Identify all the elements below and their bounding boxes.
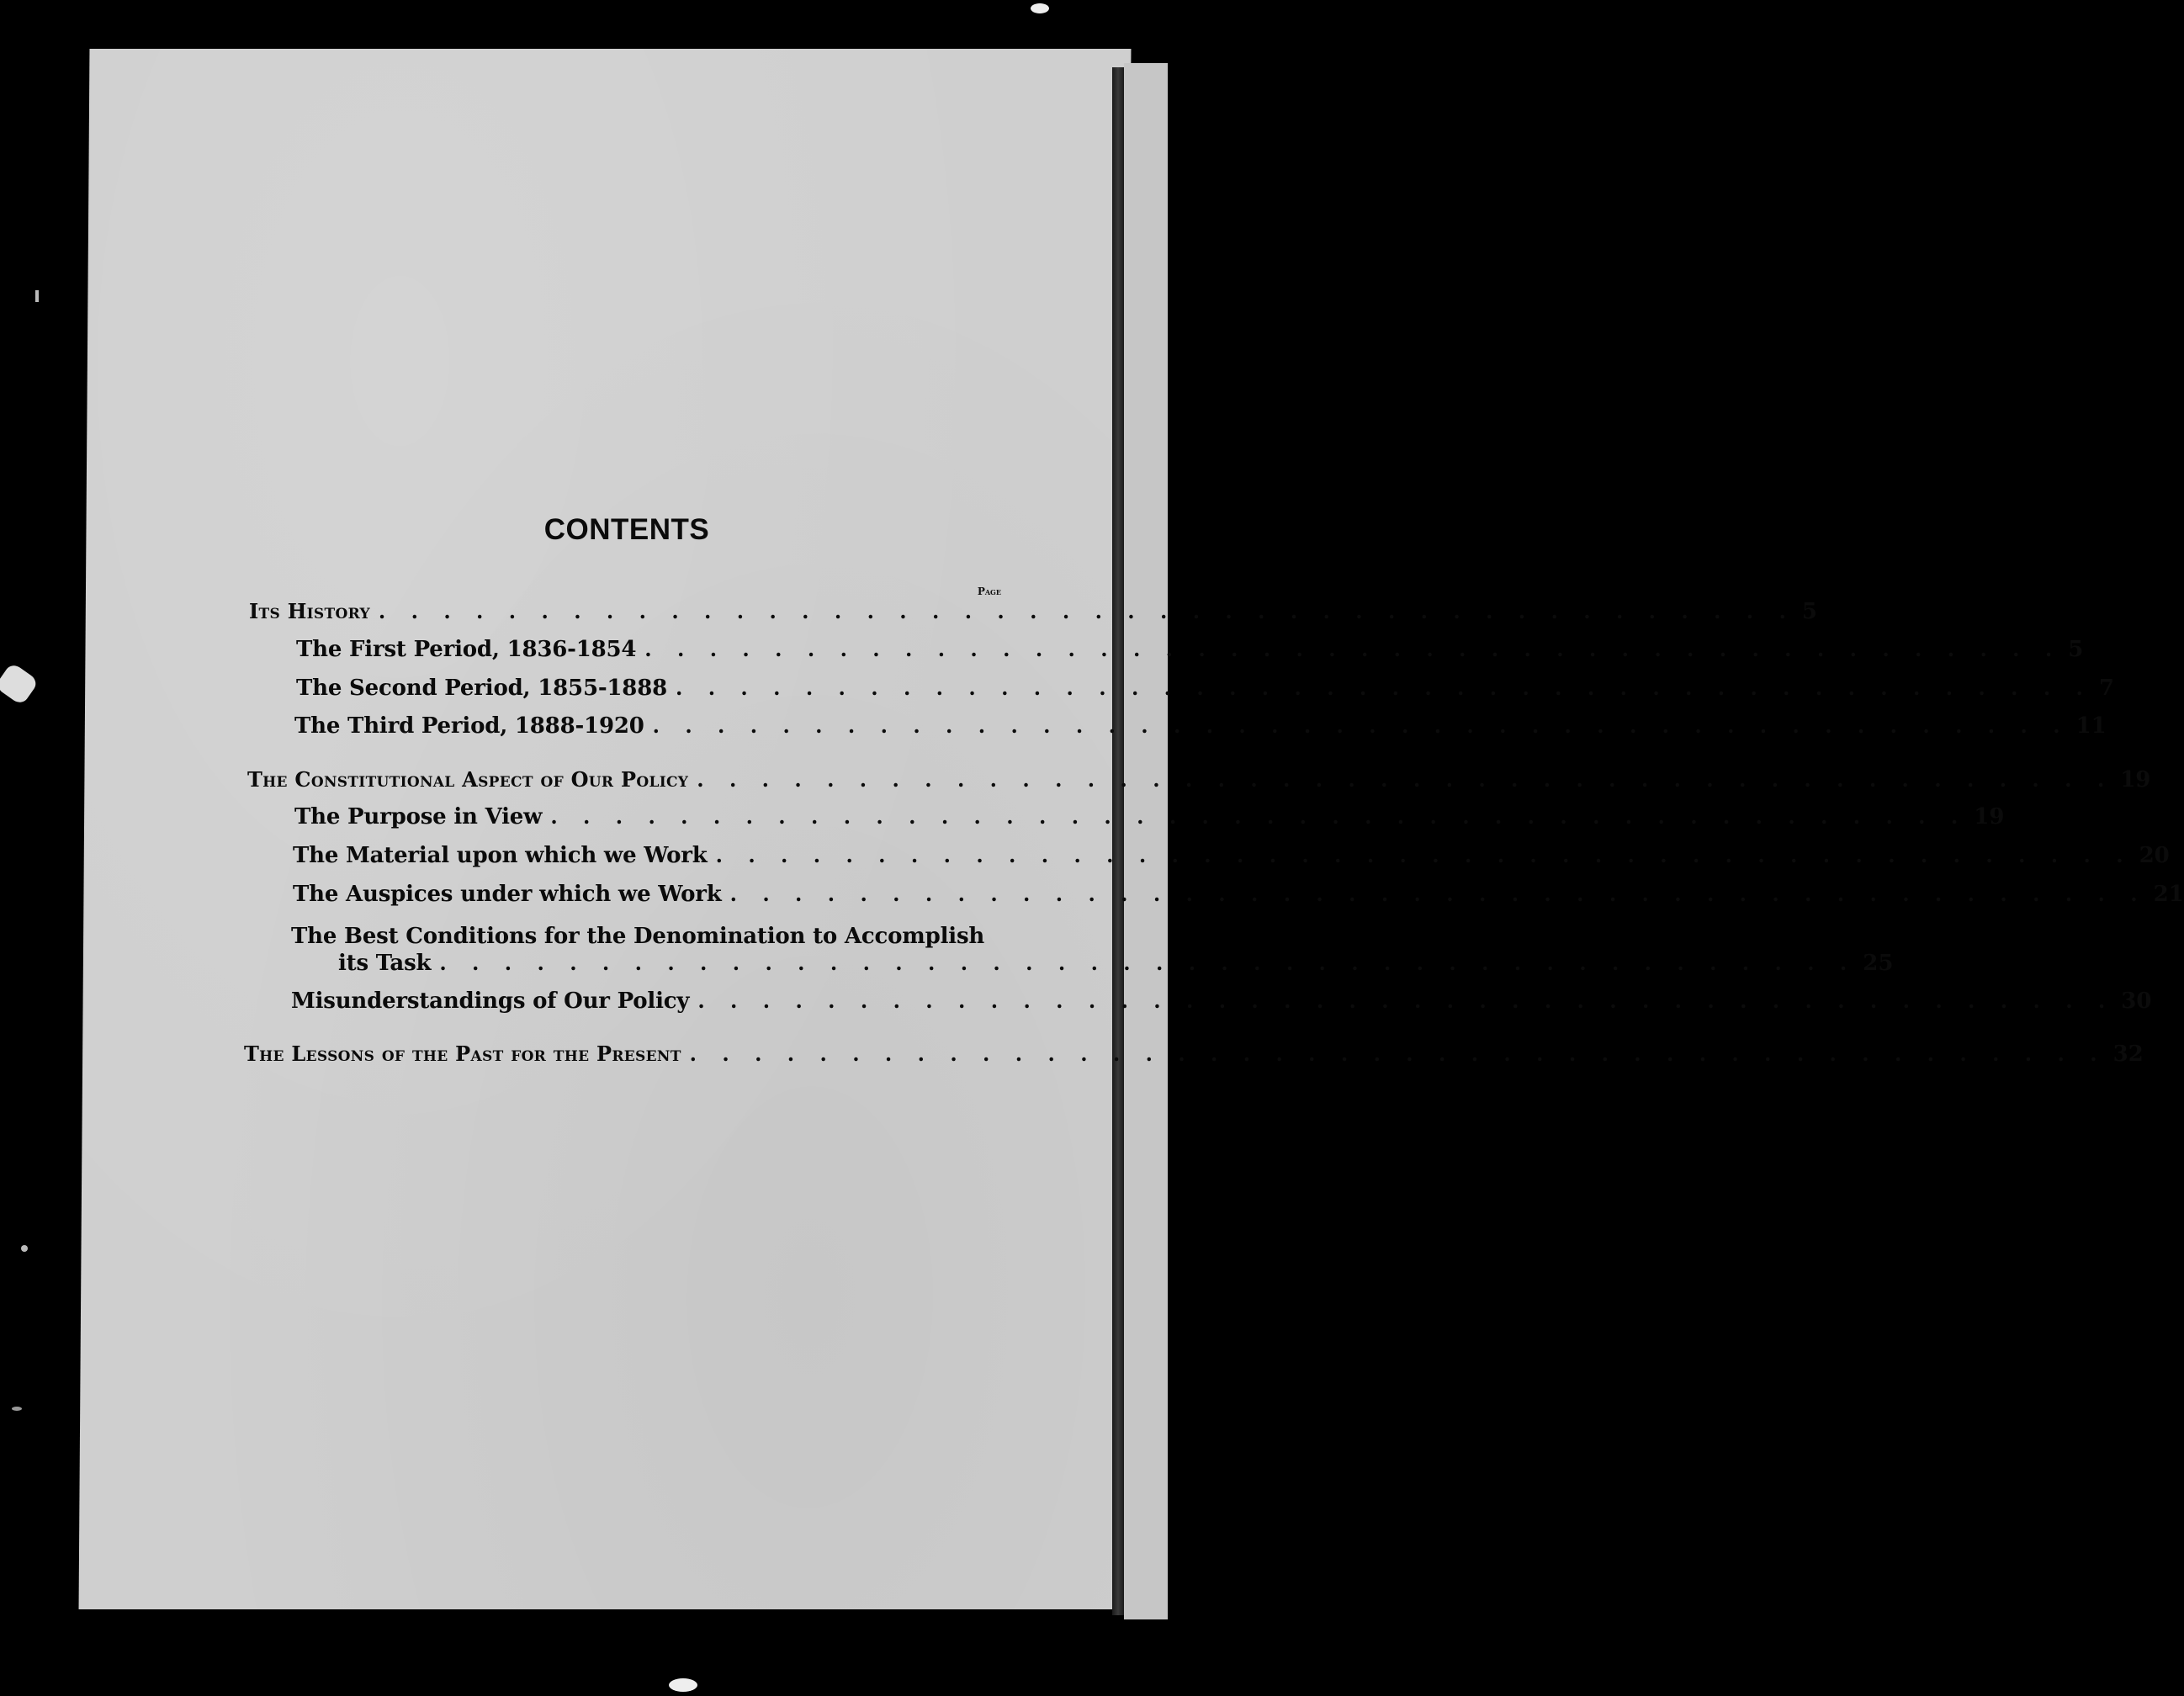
dot-leader: . . . . . . . . . . . . . . . . . . . . . . . . . . . . . . . . . . . . . . . . . . . . [652, 713, 2070, 738]
toc-entry [249, 599, 1817, 633]
toc-entry-label: Misunderstandings of Our Policy [291, 988, 690, 1014]
dot-leader: . . . . . . . . . . . . . . . . . . . . . . . . . . . . . . . . . . . . . . . . . . . . [715, 843, 2133, 867]
toc-entry-label: its Task [338, 951, 432, 976]
toc-entry-page: 25 [1863, 951, 1894, 976]
toc-entry [244, 1041, 2144, 1075]
toc-entry [296, 637, 2084, 670]
toc-entry [293, 882, 2184, 915]
toc-entry-page: 32 [2112, 1041, 2144, 1067]
dot-leader: . . . . . . . . . . . . . . . . . . . . . . . . . . . . . . . . . . . . . . . . . . . . [689, 1041, 2107, 1066]
toc-entry [293, 843, 2170, 877]
toc-entry-label: The Third Period, 1888-1920 [294, 713, 644, 739]
toc-entry-page: 5 [2068, 637, 2084, 662]
toc-entry-page: 5 [1801, 599, 1817, 624]
page-column-header: Page [977, 586, 1001, 597]
toc-entry-label-line1: The Best Conditions for the Denomination to Accomplish [291, 924, 985, 949]
dot-leader: . . . . . . . . . . . . . . . . . . . . . . . . . . . . . . . . . . . . . . . . . . . . [439, 951, 1857, 975]
dot-leader: . . . . . . . . . . . . . . . . . . . . . . . . . . . . . . . . . . . . . . . . . . . . [644, 637, 2062, 661]
dot-leader: . . . . . . . . . . . . . . . . . . . . . . . . . . . . . . . . . . . . . . . . . . . . [729, 882, 2147, 906]
toc-entry [338, 951, 1894, 984]
toc-entry-page: 30 [2121, 988, 2152, 1014]
toc-entry [291, 988, 2152, 1022]
toc-entry-label: Its History [249, 599, 370, 623]
toc-entry [294, 804, 2005, 838]
toc-entry-label: The Constitutional Aspect of Our Policy [247, 767, 689, 792]
dot-leader: . . . . . . . . . . . . . . . . . . . . . . . . . . . . . . . . . . . . . . . . . . . . [378, 599, 1795, 623]
toc-entry-page: 21 [2153, 882, 2184, 907]
toc-entry-label: The Purpose in View [294, 804, 543, 829]
toc-entry-page: 7 [2098, 676, 2115, 701]
toc-entry-label: The Second Period, 1855-1888 [296, 676, 667, 701]
toc-entry-page: 20 [2139, 843, 2170, 868]
toc-entry [247, 767, 2151, 801]
dot-leader: . . . . . . . . . . . . . . . . . . . . . . . . . . . . . . . . . . . . . . . . . . . . [675, 676, 2092, 700]
toc-entry-label: The Material upon which we Work [293, 843, 708, 868]
toc-entry-page: 19 [2120, 767, 2151, 792]
toc-entry [296, 676, 2115, 709]
toc-entry-page: 11 [2075, 713, 2107, 739]
toc-entry-label: The Lessons of the Past for the Present [244, 1041, 681, 1066]
toc-entry-page: 19 [1974, 804, 2005, 829]
dot-leader: . . . . . . . . . . . . . . . . . . . . . . . . . . . . . . . . . . . . . . . . . . . . [697, 767, 2114, 792]
dot-leader: . . . . . . . . . . . . . . . . . . . . . . . . . . . . . . . . . . . . . . . . . . . . [697, 988, 2115, 1013]
toc-entry-label: The Auspices under which we Work [293, 882, 722, 907]
contents-title: CONTENTS [543, 513, 710, 546]
toc-entry [294, 713, 2107, 747]
toc-entry-label: The First Period, 1836-1854 [296, 637, 637, 662]
dot-leader: . . . . . . . . . . . . . . . . . . . . . . . . . . . . . . . . . . . . . . . . . . . . [550, 804, 1968, 829]
